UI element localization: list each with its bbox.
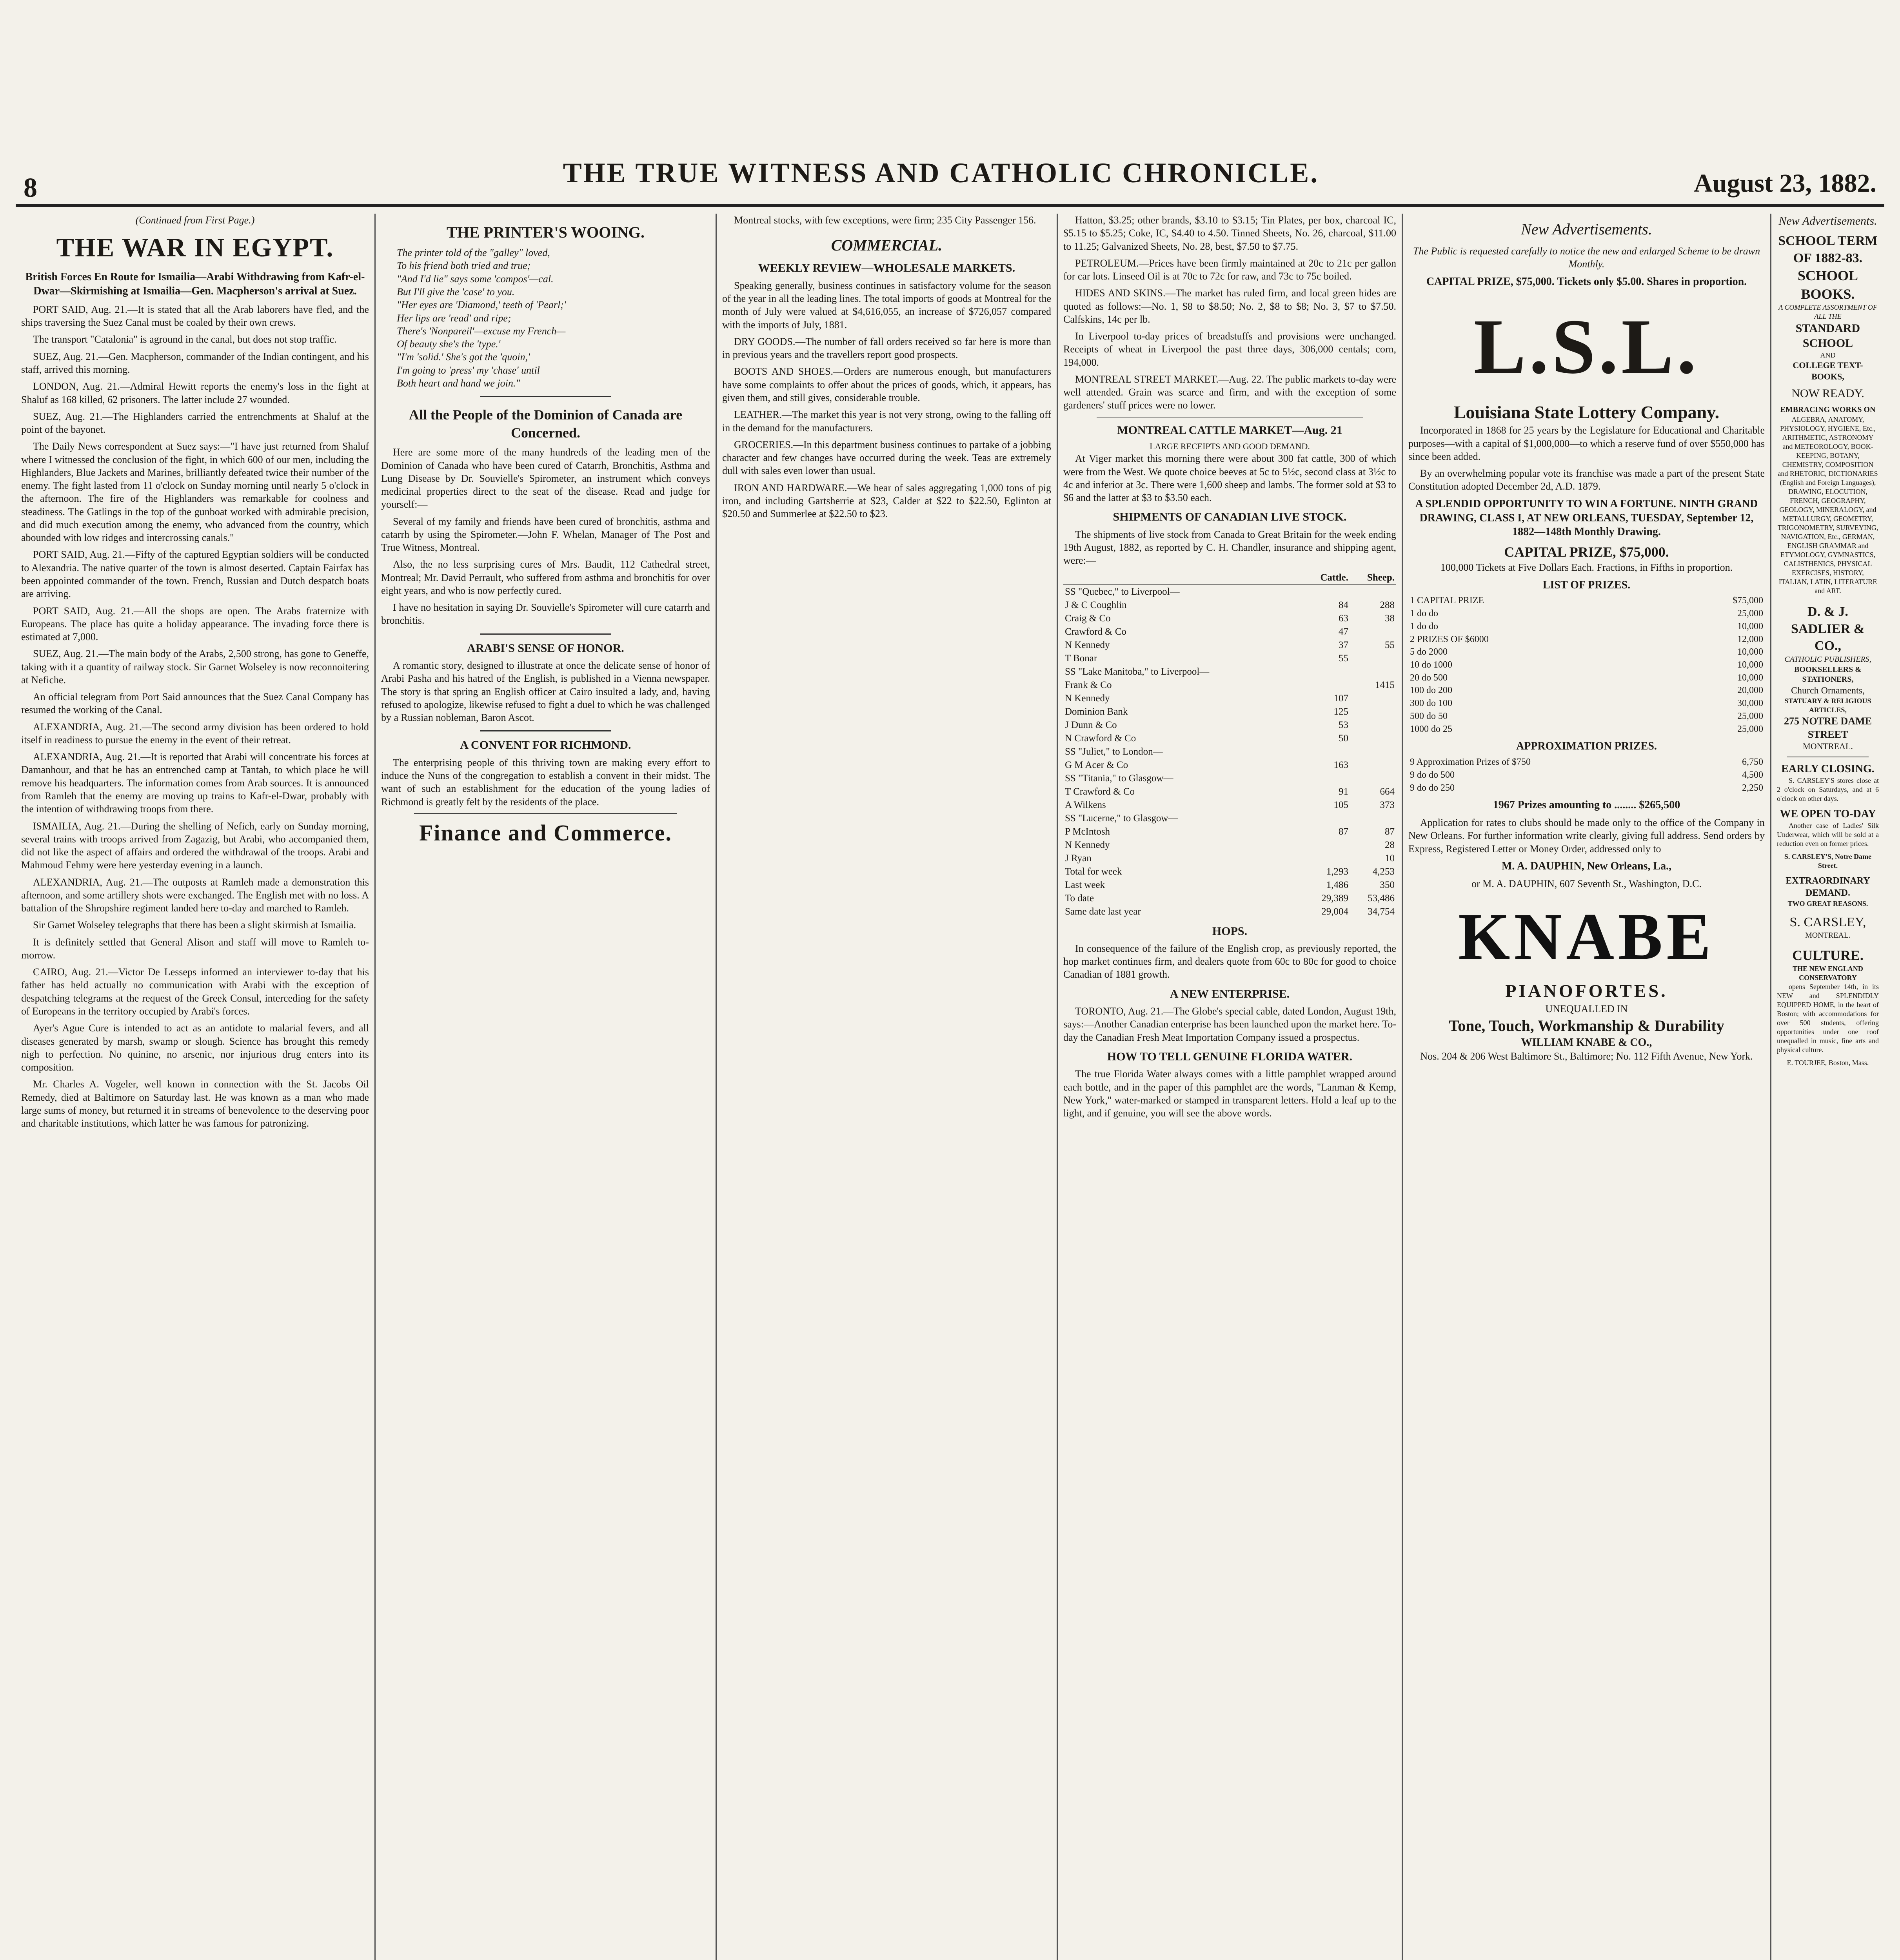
new-ads-heading-right: New Advertisements. bbox=[1778, 214, 1877, 227]
table-cell: G M Acer & Co bbox=[1065, 759, 1128, 770]
knabe-company: WILLIAM KNABE & CO., bbox=[1521, 1036, 1652, 1049]
poem-title: THE PRINTER'S WOOING. bbox=[447, 223, 645, 241]
list-of-prizes: LIST OF PRIZES. bbox=[1542, 579, 1631, 591]
new-ads-heading: New Advertisements. bbox=[1521, 220, 1652, 238]
conservatory-text: opens September 14th, in its NEW and SPLENDIDLY EQUIPPED HOME, in the heart of Boston; with accommodations for over 500 students, offering opportunities under one roof unequalled in music, fine arts and physical culture. bbox=[1777, 982, 1879, 1054]
table-cell: To date bbox=[1065, 893, 1094, 904]
early-closing: EARLY CLOSING. bbox=[1781, 763, 1875, 775]
application-text: Application for rates to clubs should be made only to the office of the Company in New Orleans. For further information write clearly, giving full address. Send orders by Express, Registered Letter or Money Order, addressed only to bbox=[1408, 817, 1765, 855]
table-cell bbox=[1304, 679, 1350, 692]
article-paragraph: An official telegram from Port Said announces that the Suez Canal Company has resumed the working of the Canal. bbox=[21, 691, 369, 716]
table-row bbox=[1063, 799, 1396, 812]
approx-table bbox=[1408, 756, 1765, 794]
table-cell bbox=[1304, 745, 1350, 759]
table-header-cell: Sheep. bbox=[1350, 571, 1396, 585]
poem-line: But I'll give the 'case' to you. bbox=[397, 286, 515, 298]
table-cell: 500 do 50 bbox=[1410, 711, 1448, 721]
table-cell bbox=[1304, 585, 1350, 599]
table-cell: J & C Coughlin bbox=[1065, 599, 1127, 610]
table-cell bbox=[1304, 852, 1350, 865]
column-5 bbox=[1402, 214, 1770, 1960]
column-3 bbox=[716, 214, 1057, 1960]
embracing: EMBRACING WORKS ON bbox=[1780, 405, 1876, 414]
issue-date: August 23, 1882. bbox=[1694, 169, 1876, 198]
table-row bbox=[1063, 705, 1396, 719]
article-paragraph: Here are some more of the many hundreds of the leading men of the Dominion of Canada who have been cured of Catarrh, Bronchitis, Asthma and Lung Disease by Dr. Souvielle's Spirometer, an instrument which conveys medicinal properties direct to the seat of the disease. Read and judge for yourself:— bbox=[381, 446, 710, 510]
convent-text: The enterprising people of this thriving town are making every effort to induce the Nuns of the congregation to establish a convent in their midst. The want of such an establishment for the education of the young ladies of Richmond is greatly felt by the residents of the place. bbox=[381, 757, 710, 808]
article-paragraph: CAIRO, Aug. 21.—Victor De Lesseps informed an interviewer to-day that his father has held actually no communication with Arabi with the exception of despatching telegrams at the request of the Greek Consul, interceding for the safety of Europeans in the territory occupied by Arabi's forces. bbox=[21, 966, 369, 1017]
article-paragraph: HIDES AND SKINS.—The market has ruled firm, and local green hides are quoted as follows:—No. 1, $8 to $8.50; No. 2, $8 to $8; No. 3, $7 to $7.50. Calfskins, 14c per lb. bbox=[1063, 287, 1396, 325]
table-row bbox=[1063, 665, 1396, 679]
table-cell: 9 Approximation Prizes of $750 bbox=[1410, 757, 1531, 768]
article-paragraph: ISMAILIA, Aug. 21.—During the shelling of Nefich, early on Sunday morning, several trains with troops arrived from Zagazig, but Arabi, who accompanied them, did not like the aspect of affairs and ordered the withdrawal of the troops. Arabi and Mahmoud Fehmy were here yesterday evening in a launch. bbox=[21, 820, 369, 871]
poem-line: "And I'd lie" says some 'compos'—cal. bbox=[397, 273, 554, 285]
table-row bbox=[1063, 878, 1396, 892]
table-row bbox=[1063, 719, 1396, 732]
lottery-text: Incorporated in 1868 for 25 years by the Legislature for Educational and Charitable purposes—with a capital of $1,000,000—to which a reserve fund of over $550,000 has since been added. bbox=[1408, 425, 1765, 462]
table-cell: 5 do 2000 bbox=[1410, 647, 1448, 657]
table-row bbox=[1408, 710, 1765, 723]
table-cell: SS "Juliet," to London— bbox=[1065, 746, 1163, 757]
table-row bbox=[1063, 745, 1396, 759]
table-cell: 1 do do bbox=[1410, 608, 1438, 619]
article-paragraph: Mr. Charles A. Vogeler, well known in connection with the St. Jacobs Oil Remedy, died at Baltimore on Saturday last. He was known as a man who made large sums of money, but returned it in streams of benevolence to the deserving poor and charitable institutions, which latter he was famous for patronizing. bbox=[21, 1078, 369, 1129]
tickets-line: 100,000 Tickets at Five Dollars Each. Fractions, in Fifths in proportion. bbox=[1440, 562, 1733, 573]
table-row bbox=[1063, 865, 1396, 878]
poem-line: There's 'Nonpareil'—excuse my French— bbox=[397, 325, 566, 337]
article-paragraph: Sir Garnet Wolseley telegraphs that there has been a slight skirmish at Ismailia. bbox=[33, 919, 356, 931]
table-cell bbox=[1350, 652, 1396, 665]
poem bbox=[381, 246, 710, 390]
war-headline: THE WAR IN EGYPT. bbox=[56, 232, 334, 263]
article-paragraph: SUEZ, Aug. 21.—The main body of the Arabs, 2,500 strong, has gone to Geneffe, taking with it a quantity of railway stock. Sir Garnet Wolseley is now reconnoitering at Nefiche. bbox=[21, 648, 369, 686]
column-6 bbox=[1770, 214, 1884, 1960]
article-paragraph: Speaking generally, business continues in satisfactory volume for the season of the year in all the leading lines. The total imports of goods at Montreal for the month of July were valued at $4,616,055, an increase of $726,057 compared with the imports of July, 1881. bbox=[722, 279, 1051, 330]
lsl-logo: L.S.L. bbox=[1473, 303, 1700, 390]
table-row bbox=[1063, 772, 1396, 785]
table-cell: 30,000 bbox=[1737, 698, 1763, 709]
hops-text: In consequence of the failure of the English crop, as previously reported, the hop market continues firm, and dealers quote from 60c to 80c for good to choice Canadian of 1881 growth. bbox=[1063, 942, 1396, 980]
early-closing-text: S. CARSLEY'S stores close at 2 o'clock on Saturdays, and at 6 o'clock on other days. bbox=[1777, 777, 1879, 803]
table-cell: 9 do do 500 bbox=[1410, 769, 1455, 780]
table-row bbox=[1063, 585, 1396, 599]
knabe-address: Nos. 204 & 206 West Baltimore St., Baltimore; No. 112 Fifth Avenue, New York. bbox=[1420, 1050, 1753, 1062]
article-paragraph: ALEXANDRIA, Aug. 21.—The outposts at Ramleh made a demonstration this afternoon, and some artillery shots were exchanged. The English met with no loss. A battalion of the Shropshire regiment landed here to-day and marched to Ramleh. bbox=[21, 876, 369, 914]
table-cell: N Kennedy bbox=[1065, 639, 1110, 650]
article-paragraph: GROCERIES.—In this department business continues to partake of a jobbing character and few changes have occurred during the week. Teas are extremely dull with sales even lower than usual. bbox=[722, 439, 1051, 477]
table-cell: P McIntosh bbox=[1065, 826, 1110, 837]
table-cell: 25,000 bbox=[1737, 724, 1763, 734]
lottery-text-2: By an overwhelming popular vote its franchise was made a part of the present State Constitution adopted December 2d, A.D. 1879. bbox=[1408, 468, 1765, 492]
table-cell: 105 bbox=[1333, 799, 1348, 810]
approx-head: APPROXIMATION PRIZES. bbox=[1516, 740, 1657, 753]
table-cell: 2 PRIZES OF $6000 bbox=[1410, 634, 1489, 644]
table-cell: 87 bbox=[1339, 826, 1348, 837]
divider bbox=[480, 730, 612, 731]
table-cell: 20,000 bbox=[1737, 685, 1763, 696]
and-text: AND bbox=[1820, 351, 1836, 359]
article-paragraph: DRY GOODS.—The number of fall orders received so far here is more than in previous years and the travellers report good prospects. bbox=[722, 336, 1051, 361]
table-row bbox=[1408, 697, 1765, 710]
table-cell: 12,000 bbox=[1737, 634, 1763, 644]
table-row bbox=[1063, 892, 1396, 905]
table-cell bbox=[1304, 772, 1350, 785]
table-cell: SS "Lake Manitoba," to Liverpool— bbox=[1065, 666, 1210, 677]
divider bbox=[414, 813, 677, 814]
article-paragraph: Ayer's Ague Cure is intended to act as an antidote to malarial fevers, and all diseases generated by marsh, swamp or slough. Science has brought this remedy nigh to perfection. No quinine, no arsenic, nor injurious drug enters into its composition. bbox=[21, 1022, 369, 1073]
lottery-name: Louisiana State Lottery Company. bbox=[1453, 402, 1720, 422]
dauphin-2: or M. A. DAUPHIN, 607 Seventh St., Washington, D.C. bbox=[1471, 878, 1702, 889]
table-cell: 47 bbox=[1339, 626, 1348, 637]
table-cell: 664 bbox=[1380, 786, 1395, 797]
war-article bbox=[21, 303, 369, 1130]
table-cell: SS "Titania," to Glasgow— bbox=[1065, 773, 1173, 784]
article-paragraph: I have no hesitation in saying Dr. Souvielle's Spirometer will cure catarrh and bronchitis. bbox=[381, 602, 710, 626]
table-cell: 1000 do 25 bbox=[1410, 724, 1452, 734]
enterprise-title: A NEW ENTERPRISE. bbox=[1170, 987, 1290, 1000]
article-paragraph: IRON AND HARDWARE.—We hear of sales aggregating 1,000 tons of pig iron, and including Gartsherrie at $23, Calder at $22 to $22.50, Eglinton at $20.50 and Summerlee at $22.50 to $23. bbox=[722, 482, 1051, 520]
table-cell: 100 do 200 bbox=[1410, 685, 1452, 696]
war-deck: British Forces En Route for Ismailia—Arabi Withdrawing from Kafr-el-Dwar—Skirmishing at Ismailia—Gen. Macpherson's arrival at Suez. bbox=[25, 271, 365, 298]
article-paragraph: BOOTS AND SHOES.—Orders are numerous enough, but manufacturers have some complaints to offer about the prices of goods, which, it appears, has given them, and still gives, considerable trouble. bbox=[722, 366, 1051, 403]
table-cell: 63 bbox=[1339, 613, 1348, 624]
lottery-notice: The Public is requested carefully to notice the new and enlarged Scheme to be drawn Monthly. bbox=[1413, 245, 1760, 270]
table-cell: 10 bbox=[1385, 853, 1395, 864]
table-cell bbox=[1304, 665, 1350, 679]
booksellers: BOOKSELLERS & STATIONERS, bbox=[1794, 665, 1862, 684]
column-1 bbox=[16, 214, 374, 1960]
table-cell: 163 bbox=[1333, 759, 1348, 770]
sadlier: D. & J. SADLIER & CO., bbox=[1791, 604, 1865, 653]
table-cell: 288 bbox=[1380, 599, 1395, 610]
table-cell: 1 do do bbox=[1410, 621, 1438, 632]
table-cell: 25,000 bbox=[1737, 711, 1763, 721]
poem-line: "I'm 'solid.' She's got the 'quoin,' bbox=[397, 351, 530, 363]
table-row bbox=[1408, 594, 1765, 607]
table-cell: 29,389 bbox=[1321, 893, 1348, 904]
table-row bbox=[1063, 838, 1396, 852]
poem-line: I'm going to 'press' my 'chase' until bbox=[397, 364, 540, 376]
table-cell bbox=[1350, 625, 1396, 639]
table-cell: SS "Quebec," to Liverpool— bbox=[1065, 586, 1180, 597]
honor-text: A romantic story, designed to illustrate at once the delicate sense of honor of Arabi Pasha and his hatred of the English, is published in a Vienna newspaper. The story is that spring an English officer at Cairo insulted a lady, and, having refused to apologize, likewise refused to fight a duel to which he was challenged by a Russian nobleman, Baron Ascot. bbox=[381, 660, 710, 724]
article-paragraph: PORT SAID, Aug. 21.—It is stated that all the Arab laborers have fled, and the ships traversing the Suez Canal must be coaled by their own crews. bbox=[21, 303, 369, 328]
table-cell: 373 bbox=[1380, 799, 1395, 810]
knabe-logo: KNABE bbox=[1458, 900, 1715, 974]
table-cell: 1,293 bbox=[1326, 866, 1348, 877]
markets-article bbox=[722, 279, 1051, 521]
table-cell: 1 CAPITAL PRIZE bbox=[1410, 595, 1484, 606]
table-header-cell: Cattle. bbox=[1304, 571, 1350, 585]
cattle-sub: LARGE RECEIPTS AND GOOD DEMAND. bbox=[1150, 441, 1310, 452]
table-row bbox=[1063, 825, 1396, 838]
table-cell: J Dunn & Co bbox=[1065, 719, 1117, 730]
finance-title: Finance and Commerce. bbox=[419, 820, 672, 846]
convent-title: A CONVENT FOR RICHMOND. bbox=[460, 739, 631, 752]
table-row bbox=[1063, 625, 1396, 639]
we-open-today: WE OPEN TO-DAY bbox=[1780, 808, 1876, 820]
cattle-text: At Viger market this morning there were about 300 fat cattle, 300 of which were from the West. We quote choice beeves at 5c to 5½c, second class at 3½c to 4c and inferior at 3c. There were 1,600 sheep and lambs. The former sold at $3 to $6 and the latter at $3 to $3.50 each. bbox=[1063, 453, 1396, 504]
table-cell: 28 bbox=[1385, 839, 1395, 850]
table-row bbox=[1408, 756, 1765, 769]
article-paragraph: Several of my family and friends have been cured of bronchitis, asthma and catarrh by using the Spirometer.—John F. Whelan, Manager of The Post and True Witness, Montreal. bbox=[381, 515, 710, 554]
hardware-text: Hatton, $3.25; other brands, $3.10 to $3.15; Tin Plates, per box, charcoal IC, $5.15 to $5.25; Coke, IC, $4.40 to 4.50. Tinned Sheets, No. 26, charcoal, $11.00 to 11.25; Galvanized Sheets, No. 28, best, $7.50 to $7.75. bbox=[1063, 214, 1396, 252]
table-row bbox=[1408, 723, 1765, 736]
table-cell: A Wilkens bbox=[1065, 799, 1106, 810]
culture-heading: CULTURE. bbox=[1792, 947, 1864, 963]
continued-note: (Continued from First Page.) bbox=[135, 214, 255, 226]
church-ornaments: Church Ornaments, bbox=[1791, 685, 1865, 696]
table-cell: Last week bbox=[1065, 879, 1105, 890]
table-cell: 2,250 bbox=[1742, 782, 1763, 793]
table-cell: 10,000 bbox=[1737, 672, 1763, 683]
article-paragraph: ALEXANDRIA, Aug. 21.—The second army division has been ordered to hold itself in readiness to pursue the enemy in the event of their retreat. bbox=[21, 721, 369, 746]
table-cell: Frank & Co bbox=[1065, 679, 1112, 690]
article-paragraph: PORT SAID, Aug. 21.—All the shops are open. The Arabs fraternize with Europeans. The place has quite a holiday appearance. The invading force there is estimated at 7,000. bbox=[21, 605, 369, 643]
table-cell bbox=[1350, 759, 1396, 772]
article-paragraph: SUEZ, Aug. 21.—Gen. Macpherson, commander of the Indian contingent, and his staff, arrived this morning. bbox=[21, 350, 369, 376]
now-ready: NOW READY. bbox=[1791, 387, 1864, 400]
table-cell: 53 bbox=[1339, 719, 1348, 730]
table-row bbox=[1408, 633, 1765, 646]
table-cell: 6,750 bbox=[1742, 757, 1763, 768]
table-row bbox=[1063, 599, 1396, 612]
shipments-intro: The shipments of live stock from Canada to Great Britain for the week ending 19th August, 1882, as reported by C. H. Chandler, insurance and shipping agent, were:— bbox=[1063, 528, 1396, 566]
table-cell: 10,000 bbox=[1737, 647, 1763, 657]
article-paragraph: It is definitely settled that General Alison and staff will move to Ramleh to-morrow. bbox=[21, 936, 369, 961]
standard-school: STANDARD SCHOOL bbox=[1795, 321, 1860, 350]
table-cell: 350 bbox=[1380, 879, 1395, 890]
two-reasons: TWO GREAT REASONS. bbox=[1787, 899, 1868, 907]
table-row bbox=[1063, 692, 1396, 705]
table-cell: 53,486 bbox=[1368, 893, 1395, 904]
table-row bbox=[1063, 612, 1396, 625]
enterprise-text: TORONTO, Aug. 21.—The Globe's special cable, dated London, August 19th, says:—Another Canadian enterprise has been launched upon the market here. To-day the Canadian Fresh Meat Importation Company issued a prospectus. bbox=[1063, 1005, 1396, 1043]
shipments-title: SHIPMENTS OF CANADIAN LIVE STOCK. bbox=[1113, 510, 1347, 524]
dauphin: M. A. DAUPHIN, New Orleans, La., bbox=[1501, 860, 1672, 872]
article-paragraph: MONTREAL STREET MARKET.—Aug. 22. The public markets to-day were well attended. Grain was scarce and firm, and with the exception of some gardeners' stuff prices were no lower. bbox=[1063, 373, 1396, 411]
table-cell: 91 bbox=[1339, 786, 1348, 797]
table-cell: Dominion Bank bbox=[1065, 706, 1128, 717]
poem-line: Both heart and hand we join." bbox=[397, 377, 520, 389]
table-cell: $75,000 bbox=[1733, 595, 1763, 606]
carsley-name: S. CARSLEY, bbox=[1789, 915, 1866, 929]
table-row bbox=[1063, 852, 1396, 865]
table-row bbox=[1063, 905, 1396, 918]
sadlier-city: MONTREAL. bbox=[1803, 741, 1853, 751]
table-cell: 10,000 bbox=[1737, 660, 1763, 670]
extraordinary-demand: EXTRAORDINARY DEMAND. bbox=[1786, 876, 1870, 898]
capital-line: CAPITAL PRIZE, $75,000. Tickets only $5.00. Shares in proportion. bbox=[1426, 275, 1747, 288]
carsley-address: S. CARSLEY'S, Notre Dame Street. bbox=[1784, 853, 1872, 870]
table-cell bbox=[1350, 812, 1396, 825]
school-term: SCHOOL TERM OF 1882-83. bbox=[1778, 234, 1878, 265]
table-row bbox=[1063, 679, 1396, 692]
table-cell: 25,000 bbox=[1737, 608, 1763, 619]
florida-title: HOW TO TELL GENUINE FLORIDA WATER. bbox=[1107, 1050, 1353, 1063]
table-cell: 84 bbox=[1339, 599, 1348, 610]
drawing-line: A SPLENDID OPPORTUNITY TO WIN A FORTUNE. NINTH GRAND DRAWING, CLASS I, AT NEW ORLEANS, TUESDAY, September 12, 1882—148th Monthly Drawing. bbox=[1415, 497, 1758, 538]
table-row bbox=[1063, 812, 1396, 825]
sadlier-address: 275 NOTRE DAME STREET bbox=[1784, 715, 1872, 740]
table-row bbox=[1408, 646, 1765, 659]
florida-text: The true Florida Water always comes with a little pamphlet wrapped around each bottle, and in the paper of this pamphlet are the words, "Lanman & Kemp, New York," water-marked or stamped in transparent letters. Hold a leaf up to the light, and if genuine, you will see the above words. bbox=[1063, 1068, 1396, 1119]
spirometer-title: All the People of the Dominion of Canada are Concerned. bbox=[409, 407, 683, 441]
shipments-table bbox=[1063, 571, 1396, 918]
table-cell: N Kennedy bbox=[1065, 693, 1110, 704]
we-open-text: Another case of Ladies' Silk Underwear, which will be sold at a reduction even on former prices. bbox=[1777, 821, 1879, 848]
table-cell: N Kennedy bbox=[1065, 839, 1110, 850]
table-cell: 55 bbox=[1339, 653, 1348, 664]
capital-head: CAPITAL PRIZE, $75,000. bbox=[1504, 544, 1669, 560]
table-row bbox=[1063, 639, 1396, 652]
article-paragraph: In Liverpool to-day prices of breadstuffs and provisions were unchanged. Receipts of wheat in Liverpool the past three days, 306,000 centals; corn, 194,000. bbox=[1063, 330, 1396, 368]
column-4 bbox=[1057, 214, 1402, 1960]
weekly-review-title: WEEKLY REVIEW—WHOLESALE MARKETS. bbox=[758, 261, 1015, 275]
table-cell: 55 bbox=[1385, 639, 1395, 650]
table-row bbox=[1408, 684, 1765, 697]
table-row bbox=[1408, 769, 1765, 782]
table-cell bbox=[1350, 772, 1396, 785]
subjects: ALGEBRA, ANATOMY, PHYSIOLOGY, HYGIENE, Etc., ARITHMETIC, ASTRONOMY and METEOROLOGY, BOOK-KEEPING, BOTANY, CHEMISTRY, COMPOSITION and RHETORIC, DICTIONARIES (English and Foreign Languages), DRAWING, ELOCUTION, FRENCH, GEOGRAPHY, GEOLOGY, MINERALOGY, and METALLURGY, GEOMETRY, TRIGONOMETRY, SURVEYING, NAVIGATION, Etc., GERMAN, ENGLISH GRAMMAR and ETYMOLOGY, GYMNASTICS, CALISTHENICS, PHYSICAL EXERCISES, HISTORY, ITALIAN, LATIN, LITERATURE and ART. bbox=[1777, 415, 1878, 595]
masthead-rule bbox=[16, 204, 1884, 207]
table-cell bbox=[1350, 692, 1396, 705]
table-cell: Same date last year bbox=[1065, 906, 1141, 917]
table-cell: 20 do 500 bbox=[1410, 672, 1448, 683]
table-cell: 4,500 bbox=[1742, 769, 1763, 780]
stocks-text: Montreal stocks, with few exceptions, were firm; 235 City Passenger 156. bbox=[734, 214, 1036, 226]
article-paragraph: LEATHER.—The market this year is not very strong, owing to the falling off in the demand for the manufacturers. bbox=[722, 409, 1051, 434]
spirometer-article bbox=[381, 446, 710, 627]
table-cell: Craig & Co bbox=[1065, 613, 1111, 624]
column-2 bbox=[374, 214, 716, 1960]
table-header-row bbox=[1063, 571, 1396, 585]
table-row bbox=[1063, 759, 1396, 772]
table-cell: 107 bbox=[1333, 693, 1348, 704]
catholic-publishers: CATHOLIC PUBLISHERS, bbox=[1784, 655, 1871, 664]
commercial-title: COMMERCIAL. bbox=[831, 236, 943, 254]
article-paragraph: PETROLEUM.—Prices have been firmly maintained at 20c to 21c per gallon for car lots. Linseed Oil is at 70c to 72c for raw, and 73c to 75c boiled. bbox=[1063, 257, 1396, 282]
table-cell bbox=[1350, 745, 1396, 759]
table-cell: 38 bbox=[1385, 613, 1395, 624]
table-cell bbox=[1350, 732, 1396, 745]
table-cell: 29,004 bbox=[1321, 906, 1348, 917]
table-cell bbox=[1350, 705, 1396, 719]
poem-line: Of beauty she's the 'type.' bbox=[397, 338, 501, 350]
table-cell: 125 bbox=[1333, 706, 1348, 717]
poem-line: The printer told of the "galley" loved, bbox=[397, 247, 550, 259]
article-paragraph: PORT SAID, Aug. 21.—Fifty of the captured Egyptian soldiers will be conducted to Alexandria. The native quarter of the town is almost deserted. Captain Fairfax has been appointed commander of the town. French, Russian and Dutch despatch boats are arriving. bbox=[21, 549, 369, 600]
markets-continued bbox=[1063, 257, 1396, 412]
honor-title: ARABI'S SENSE OF HONOR. bbox=[467, 641, 624, 655]
total-line: 1967 Prizes amounting to ........ $265,500 bbox=[1493, 799, 1680, 811]
table-cell: Crawford & Co bbox=[1065, 626, 1126, 637]
table-cell: N Crawford & Co bbox=[1065, 733, 1136, 744]
divider bbox=[480, 633, 612, 635]
table-cell: 9 do do 250 bbox=[1410, 782, 1455, 793]
school-books: SCHOOL BOOKS. bbox=[1797, 268, 1858, 302]
table-cell: 1415 bbox=[1375, 679, 1395, 690]
article-paragraph: ALEXANDRIA, Aug. 21.—It is reported that Arabi will concentrate his forces at Damanhour, and that he has an entrenched camp at Tantah, to which place he will remove his headquarters. The information comes from Arab sources. It is announced from Ramleh that the enemy are moving up trains to Kafr-el-Dwar, probably with the intention of withdrawing troops from there. bbox=[21, 751, 369, 815]
cattle-title: MONTREAL CATTLE MARKET—Aug. 21 bbox=[1117, 423, 1342, 437]
article-paragraph: The Daily News correspondent at Suez says:—"I have just returned from Shaluf where I witnessed the conclusion of the fight, in which 600 of our men, including the Highlanders, Blue Jackets and Marines, brilliantly defeated twice their number of the enemy. The fight lasted from 11 o'clock on Sunday morning until nearly 5 o'clock in the afternoon. The fire of the Highlanders was remarkable for coolness and steadiness. The Gatlings in the top of the gunboat worked with admirable precision, and did much execution among the enemy, who advanced from the country, which abounded with low ridges and intercrossing canals." bbox=[21, 441, 369, 544]
table-cell bbox=[1350, 585, 1396, 599]
table-cell: Total for week bbox=[1065, 866, 1122, 877]
table-row bbox=[1408, 671, 1765, 684]
article-paragraph: The transport "Catalonia" is aground in the canal, but does not stop traffic. bbox=[33, 334, 337, 345]
divider bbox=[480, 396, 612, 397]
article-paragraph: Also, the no less surprising cures of Mrs. Baudit, 112 Cathedral street, Montreal; Mr. David Perrault, who suffered from asthma and bronchitis for over eight years, and who is now perfectly cured. bbox=[381, 559, 710, 596]
prize-table bbox=[1408, 594, 1765, 735]
conservatory: THE NEW ENGLAND CONSERVATORY bbox=[1793, 964, 1863, 982]
table-header-cell bbox=[1063, 571, 1304, 585]
table-cell: 300 do 100 bbox=[1410, 698, 1452, 709]
table-cell bbox=[1304, 812, 1350, 825]
table-row bbox=[1063, 732, 1396, 745]
college-text-books: COLLEGE TEXT-BOOKS, bbox=[1793, 360, 1863, 381]
table-row bbox=[1408, 620, 1765, 633]
assortment: A COMPLETE ASSORTMENT OF ALL THE bbox=[1778, 303, 1877, 320]
table-cell: 37 bbox=[1339, 639, 1348, 650]
table-cell: J Ryan bbox=[1065, 853, 1092, 864]
unequalled: UNEQUALLED IN bbox=[1545, 1003, 1628, 1015]
pianofortes: PIANOFORTES. bbox=[1505, 980, 1668, 1001]
table-cell: 87 bbox=[1385, 826, 1395, 837]
tourjee: E. TOURJEE, Boston, Mass. bbox=[1787, 1059, 1869, 1067]
hops-title: HOPS. bbox=[1212, 924, 1248, 938]
table-cell bbox=[1350, 719, 1396, 732]
table-row bbox=[1063, 652, 1396, 665]
table-cell: 50 bbox=[1339, 733, 1348, 744]
tone-line: Tone, Touch, Workmanship & Durability bbox=[1449, 1016, 1724, 1034]
page-number: 8 bbox=[24, 173, 37, 203]
table-cell: T Crawford & Co bbox=[1065, 786, 1135, 797]
table-cell bbox=[1304, 838, 1350, 852]
table-cell: 34,754 bbox=[1368, 906, 1395, 917]
poem-line: Her lips are 'read' and ripe; bbox=[397, 312, 511, 324]
poem-line: To his friend both tried and true; bbox=[397, 260, 531, 272]
table-cell: T Bonar bbox=[1065, 653, 1097, 664]
article-paragraph: LONDON, Aug. 21.—Admiral Hewitt reports the enemy's loss in the fight at Shaluf as 168 killed, 62 prisoners. The latter include 27 wounded. bbox=[21, 381, 369, 405]
statuary: STATUARY & RELIGIOUS ARTICLES, bbox=[1784, 697, 1871, 714]
article-paragraph: SUEZ, Aug. 21.—The Highlanders carried the entrenchments at Shaluf at the point of the bayonet. bbox=[21, 410, 369, 436]
table-row bbox=[1063, 785, 1396, 799]
table-cell: 4,253 bbox=[1372, 866, 1395, 877]
table-cell: 10 do 1000 bbox=[1410, 660, 1452, 670]
carsley-city: MONTREAL. bbox=[1805, 931, 1851, 940]
table-row bbox=[1408, 607, 1765, 620]
table-row bbox=[1408, 782, 1765, 795]
masthead: THE TRUE WITNESS AND CATHOLIC CHRONICLE. bbox=[563, 157, 1319, 189]
table-row bbox=[1408, 659, 1765, 671]
table-cell: 10,000 bbox=[1737, 621, 1763, 632]
table-cell bbox=[1350, 665, 1396, 679]
table-cell: 1,486 bbox=[1326, 879, 1348, 890]
poem-line: "Her eyes are 'Diamond,' teeth of 'Pearl;' bbox=[397, 299, 566, 311]
table-cell: SS "Lucerne," to Glasgow— bbox=[1065, 813, 1178, 824]
